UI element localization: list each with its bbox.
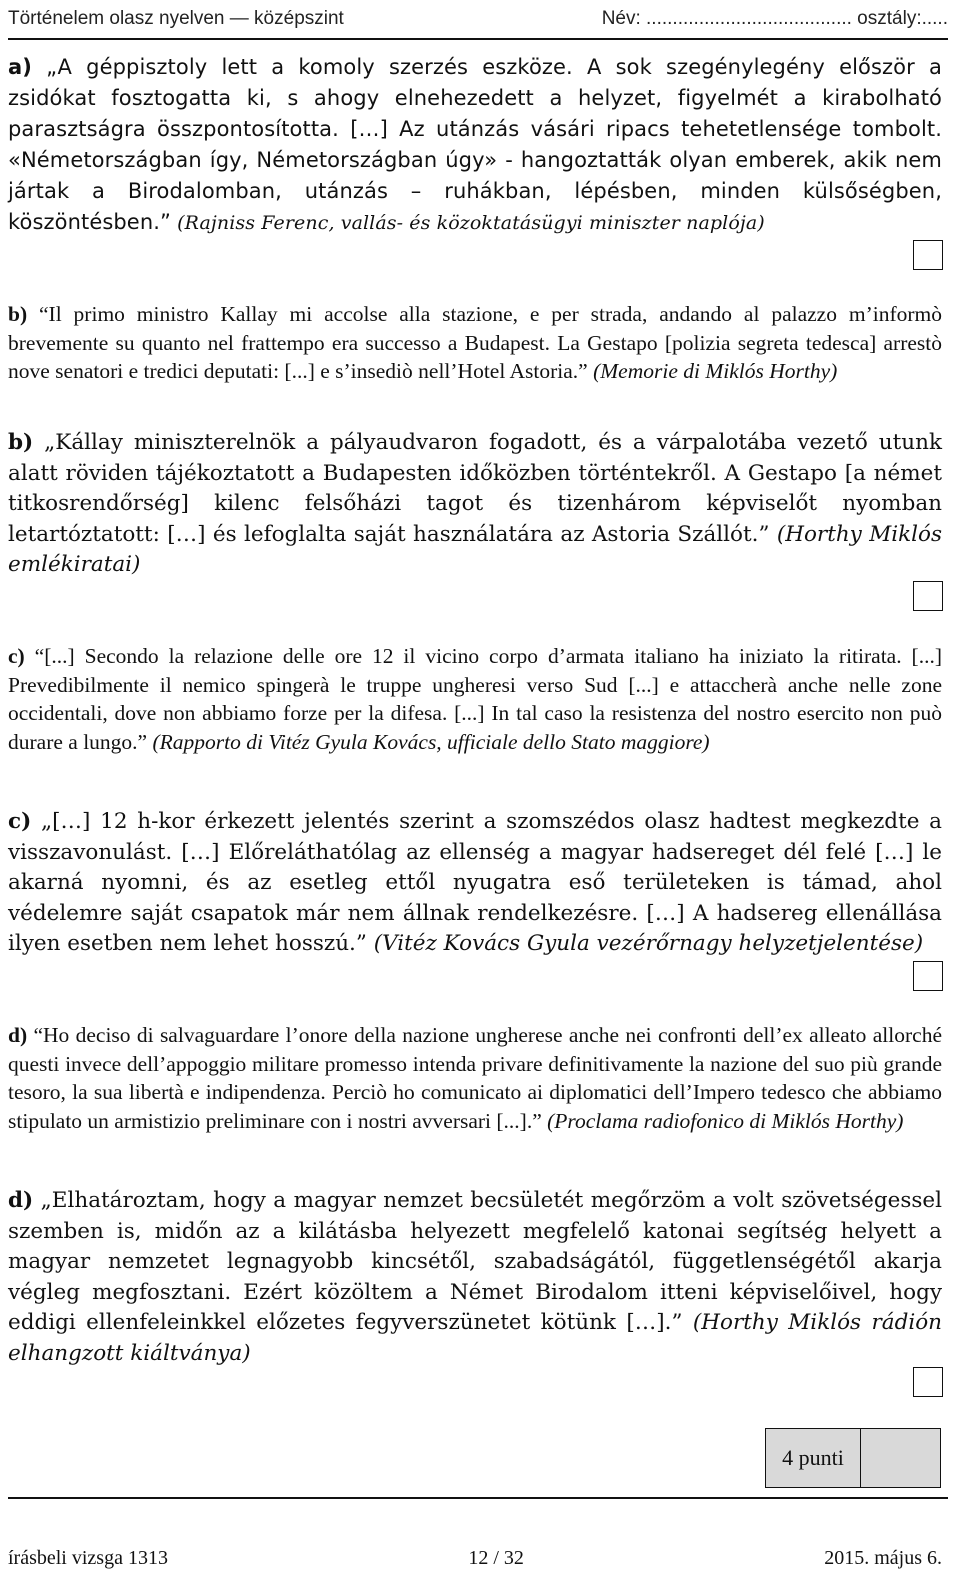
- name-class-field: Név: ....................................... osztály:.....: [601, 8, 948, 29]
- quote-text: “Ho deciso di salvaguardare l’onore della nazione ungherese anche nei confronti dell’ex alleato allorché questi invece dell’appoggio militare promesso intenda privare definitivamente la nazione del suo più grande tesoro, la sua libertà e indipendenza. Perciò ho comunicato ai diplomatici dell’Impero tedesco che abbiamo stipulato un armistizio preliminare con i nostri avversari [...].”: [8, 1023, 942, 1133]
- source-a-hungarian: [8, 52, 942, 239]
- answer-box-b[interactable]: [913, 581, 943, 611]
- source-d-italian: [8, 1021, 942, 1135]
- item-label: b): [8, 430, 34, 455]
- quote-source: (Horthy Miklós rádión elhangzott kiáltványa): [8, 1310, 943, 1366]
- quote-source: (Horthy Miklós emlékiratai): [8, 521, 942, 578]
- page-header: [8, 0, 948, 40]
- quote-text: “[...] Secondo la relazione delle ore 12 il vicino corpo d’armata italiano ha iniziato la ritirata. [...] Prevedibilmente il nemico spingerà le truppe ungheresi verso Sud [...] e attaccherà anche nelle zone occidentali, dove non abbiamo forze per la difesa. [...] In tal caso la resistenza del nostro esercito non può durare a lungo.”: [8, 644, 942, 754]
- quote-source: (Memorie di Miklós Horthy): [587, 359, 838, 384]
- quote-source: (Rapporto di Vitéz Gyula Kovács, ufficiale dello Stato maggiore): [147, 729, 710, 754]
- item-label: d): [8, 1023, 28, 1047]
- quote-text: „A géppisztoly lett a komoly szerzés eszköze. A sok szegénylegény először a zsidókat fosztogatta ki, s ahogy elnehezedett a helyzet, figyelmét a kirabolható parasztságra összpontosította. […] Az utánzás vásári ripacs tehetetlensége tombolt. «Németországban így, Németországban úgy» - hangoztatták olyan emberek, akik nem jártak a Birodalomban, utánzás – ruhákban, lépésben, minden külsőségben, köszöntésben.”: [8, 55, 942, 234]
- quote-text: „[…] 12 h-kor érkezett jelentés szerint a szomszédos olasz hadtest megkezdte a visszavonulást. […] Előreláthatólag az ellenség a magyar hadsereget dél felé […] le akarná nyomni, és az esetleg ettől nyugatra eső területeken is támad, ahol védelemre saját csapatok már nem állnak rendelkezésre. […] A hadsereg ellenállása ilyen esetben nem lehet hosszú.”: [8, 809, 942, 957]
- quote-text: „Kállay miniszterelnök a pályaudvaron fogadott, és a várpalotába vezető utunk alatt röviden tájékoztatott a Budapesten időközben történtekről. A Gestapo [a német titkosrendőrség] kilenc felsőházi tagot és tizenhárom képviselőt nyomban letartóztatott: […] és lefoglalta saját használatára az Astoria Szállót.”: [8, 430, 942, 547]
- answer-box-d[interactable]: [913, 1367, 943, 1397]
- points-label: 4 punti: [766, 1429, 861, 1487]
- source-c-italian: [8, 642, 942, 756]
- quote-source: (Proclama radiofonico di Miklós Horthy): [541, 1108, 904, 1133]
- quote-text: “Il primo ministro Kallay mi accolse alla stazione, e per strada, andando al palazzo m’informò brevemente su quanto nel frattempo era successo a Budapest. La Gestapo [polizia segreta tedesca] arrestò nove senatori e tredici deputati: [...] e s’insediò nell’Hotel Astoria.”: [8, 302, 942, 384]
- item-label: d): [8, 1188, 34, 1213]
- source-b-hungarian: [8, 428, 942, 581]
- source-b-italian: [8, 300, 942, 386]
- exam-title: Történelem olasz nyelven — középszint: [8, 8, 344, 29]
- exam-date: 2015. május 6.: [824, 1546, 942, 1569]
- exam-code: írásbeli vizsga 1313: [8, 1546, 168, 1569]
- points-box: [765, 1428, 941, 1488]
- answer-box-a[interactable]: [913, 240, 943, 270]
- item-label: c): [8, 809, 32, 834]
- quote-source: (Vitéz Kovács Gyula vezérőrnagy helyzetjelentése): [366, 931, 924, 957]
- page-footer: [8, 1543, 942, 1573]
- quote-source: (Rajniss Ferenc, vallás- és közoktatásügyi miniszter naplója): [171, 212, 765, 234]
- source-d-hungarian: [8, 1186, 942, 1370]
- page-number: 12 / 32: [468, 1546, 524, 1569]
- item-label: c): [8, 644, 25, 668]
- answer-box-c[interactable]: [913, 961, 943, 991]
- item-label: b): [8, 302, 28, 326]
- footer-divider: [8, 1497, 948, 1499]
- source-c-hungarian: [8, 807, 942, 960]
- points-score-field[interactable]: [861, 1429, 940, 1487]
- quote-text: „Elhatároztam, hogy a magyar nemzet becsületét megőrzöm a volt szövetségessel szemben is, midőn az a kilátásba helyezett megfelelő katonai segítség helyett a magyar nemzetet legnagyobb kincsétől, szabadságától, függetlenségétől akarja végleg megfosztani. Ezért közöltem a Német Birodalom itteni képviselőivel, hogy eddigi ellenfeleinkkel előzetes fegyverszünetet kötünk […].”: [8, 1188, 942, 1336]
- item-label: a): [8, 55, 32, 79]
